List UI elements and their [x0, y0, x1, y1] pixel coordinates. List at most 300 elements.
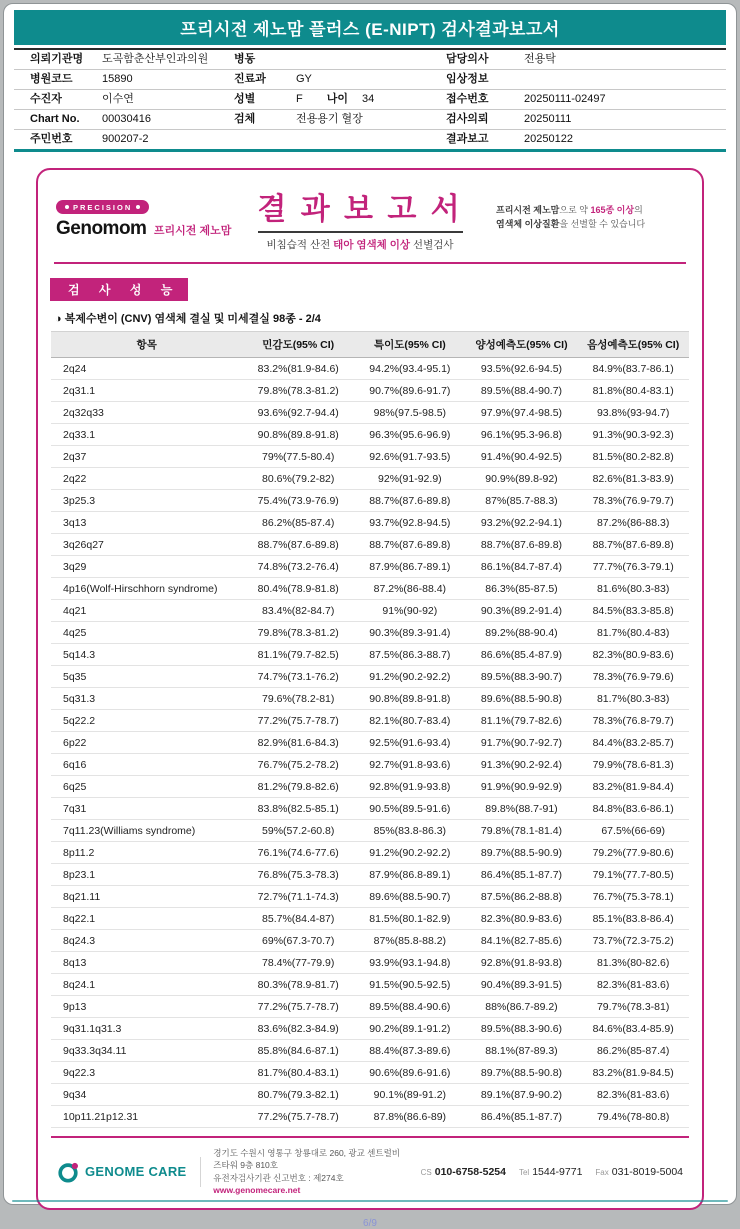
patient-info-row: [14, 110, 726, 130]
field-label: 임상정보: [446, 73, 489, 85]
value-cell: 91.9%(90.9-92.9): [466, 776, 578, 798]
value-cell: 89.6%(88.5-90.8): [466, 688, 578, 710]
value-cell: 89.2%(88-90.4): [466, 622, 578, 644]
value-cell: 93.6%(92.7-94.4): [242, 402, 354, 424]
page-title: 프리시전 제노맘 플러스 (E-NIPT) 검사결과보고서: [180, 20, 560, 39]
value-cell: 79.8%(78.1-81.4): [466, 820, 578, 842]
value-cell: 92.7%(91.8-93.6): [354, 754, 466, 776]
table-row: [51, 534, 689, 556]
value-cell: 90.3%(89.2-91.4): [466, 600, 578, 622]
value-cell: 89.5%(88.4-90.6): [354, 996, 466, 1018]
value-cell: 87.5%(86.2-88.8): [466, 886, 578, 908]
footer-divider: [200, 1157, 201, 1187]
value-cell: 89.7%(88.5-90.9): [466, 842, 578, 864]
item-cell: 2q37: [51, 446, 242, 468]
value-cell: 82.3%(81-83.6): [577, 1084, 689, 1106]
value-cell: 80.4%(78.9-81.8): [242, 578, 354, 600]
value-cell: 87.8%(86.6-89): [354, 1106, 466, 1128]
item-cell: 2q31.1: [51, 380, 242, 402]
value-cell: 81.7%(80.3-83): [577, 688, 689, 710]
item-cell: 5q14.3: [51, 644, 242, 666]
value-cell: 83.8%(82.5-85.1): [242, 798, 354, 820]
precision-badge: [56, 200, 149, 214]
value-cell: 86.4%(85.1-87.7): [466, 1106, 578, 1128]
value-cell: 89.8%(88.7-91): [466, 798, 578, 820]
item-cell: 6q25: [51, 776, 242, 798]
value-cell: 91.2%(90.2-92.2): [354, 842, 466, 864]
table-row: [51, 424, 689, 446]
field-label: 검체: [234, 113, 256, 125]
value-cell: 80.3%(78.9-81.7): [242, 974, 354, 996]
value-cell: 79.8%(78.3-81.2): [242, 622, 354, 644]
value-cell: 90.4%(89.3-91.5): [466, 974, 578, 996]
field-value: 900207-2: [102, 133, 149, 145]
item-cell: 3p25.3: [51, 490, 242, 512]
item-cell: 8p11.2: [51, 842, 242, 864]
value-cell: 80.7%(79.3-82.1): [242, 1084, 354, 1106]
page-number: 6/9: [363, 1218, 377, 1229]
note-text: 을 선별할 수 있습니다: [559, 219, 646, 229]
table-row: [51, 886, 689, 908]
field-value: 전용탁: [524, 53, 556, 65]
item-cell: 2q32q33: [51, 402, 242, 424]
item-cell: 9q22.3: [51, 1062, 242, 1084]
value-cell: 82.9%(81.6-84.3): [242, 732, 354, 754]
value-cell: 91.5%(90.5-92.5): [354, 974, 466, 996]
item-cell: 2q24: [51, 358, 242, 380]
value-cell: 85%(83.8-86.3): [354, 820, 466, 842]
value-cell: 78.3%(76.9-79.7): [577, 490, 689, 512]
value-cell: 79.9%(78.6-81.3): [577, 754, 689, 776]
field-label: 성별: [234, 93, 256, 105]
item-cell: 5q35: [51, 666, 242, 688]
table-row: [51, 446, 689, 468]
value-cell: 93.2%(92.2-94.1): [466, 512, 578, 534]
value-cell: 89.5%(88.3-90.7): [466, 666, 578, 688]
value-cell: 79.4%(78-80.8): [577, 1106, 689, 1128]
table-row: [51, 1084, 689, 1106]
value-cell: 91.7%(90.7-92.7): [466, 732, 578, 754]
report-title-banner: [14, 10, 726, 45]
field-value: 도곡함춘산부인과의원: [102, 53, 209, 65]
patient-info-row: [14, 130, 726, 152]
report-box-header: [38, 170, 702, 260]
value-cell: 73.7%(72.3-75.2): [577, 930, 689, 952]
header-divider: [54, 262, 686, 264]
field-label: 검사의뢰: [446, 113, 489, 125]
table-row: [51, 974, 689, 996]
value-cell: 76.1%(74.6-77.6): [242, 842, 354, 864]
table-row: [51, 512, 689, 534]
value-cell: 87.2%(86-88.3): [577, 512, 689, 534]
table-row: [51, 864, 689, 886]
field-value: 20250111-02497: [524, 93, 606, 105]
subtitle-highlight: 태아 염색체 이상: [333, 239, 411, 251]
cs-contact: [421, 1166, 506, 1178]
value-cell: 86.1%(84.7-87.4): [466, 556, 578, 578]
table-row: [51, 666, 689, 688]
value-cell: 77.7%(76.3-79.1): [577, 556, 689, 578]
value-cell: 79.1%(77.7-80.5): [577, 864, 689, 886]
value-cell: 89.7%(88.5-90.8): [466, 1062, 578, 1084]
value-cell: 90.1%(89-91.2): [354, 1084, 466, 1106]
value-cell: 87.9%(86.8-89.1): [354, 864, 466, 886]
value-cell: 90.7%(89.6-91.7): [354, 380, 466, 402]
value-cell: 91.4%(90.4-92.5): [466, 446, 578, 468]
value-cell: 83.4%(82-84.7): [242, 600, 354, 622]
value-cell: 90.5%(89.5-91.6): [354, 798, 466, 820]
tel-contact: [519, 1166, 582, 1178]
item-cell: 8q21.11: [51, 886, 242, 908]
cs-label: CS: [420, 1167, 432, 1177]
value-cell: 79.8%(78.3-81.2): [242, 380, 354, 402]
value-cell: 86.4%(85.1-87.7): [466, 864, 578, 886]
value-cell: 96.1%(95.3-96.8): [466, 424, 578, 446]
value-cell: 84.9%(83.7-86.1): [577, 358, 689, 380]
badge-dot-icon: [65, 205, 69, 209]
table-row: [51, 1018, 689, 1040]
value-cell: 83.6%(82.3-84.9): [242, 1018, 354, 1040]
item-cell: 7q31: [51, 798, 242, 820]
item-cell: 2q22: [51, 468, 242, 490]
patient-info-row: [14, 70, 726, 90]
value-cell: 90.8%(89.8-91.8): [242, 424, 354, 446]
patient-info-section: [14, 48, 726, 152]
value-cell: 72.7%(71.1-74.3): [242, 886, 354, 908]
value-cell: 78.3%(76.9-79.6): [577, 666, 689, 688]
value-cell: 81.5%(80.2-82.8): [577, 446, 689, 468]
value-cell: 93.5%(92.6-94.5): [466, 358, 578, 380]
value-cell: 89.5%(88.4-90.7): [466, 380, 578, 402]
value-cell: 88.7%(87.6-89.8): [466, 534, 578, 556]
address-line-2: 유전자검사기관 신고번호 : 제274호: [213, 1172, 344, 1183]
field-value: 34: [362, 93, 375, 105]
field-value: 이수연: [102, 93, 134, 105]
brand-name: Genomom: [56, 218, 147, 239]
column-header: 양성예측도(95% CI): [466, 332, 578, 358]
value-cell: 91.2%(90.2-92.2): [354, 666, 466, 688]
value-cell: 90.2%(89.1-91.2): [354, 1018, 466, 1040]
value-cell: 83.2%(81.9-84.6): [242, 358, 354, 380]
value-cell: 92.5%(91.6-93.4): [354, 732, 466, 754]
item-cell: 10p11.21p12.31: [51, 1106, 242, 1128]
value-cell: 85.1%(83.8-86.4): [577, 908, 689, 930]
item-cell: 8q13: [51, 952, 242, 974]
genomecare-logo-icon: [57, 1161, 79, 1183]
value-cell: 88%(86.7-89.2): [466, 996, 578, 1018]
value-cell: 94.2%(93.4-95.1): [354, 358, 466, 380]
table-row: [51, 952, 689, 974]
fax-number: 031-8019-5004: [611, 1165, 683, 1178]
genomom-logo: [56, 196, 232, 240]
fax-label: Fax: [595, 1167, 609, 1177]
item-cell: 3q13: [51, 512, 242, 534]
item-cell: 9q34: [51, 1084, 242, 1106]
field-value: 20250111: [524, 113, 572, 125]
fax-contact: [595, 1166, 683, 1178]
column-header: 음성예측도(95% CI): [577, 332, 689, 358]
value-cell: 91%(90-92): [354, 600, 466, 622]
value-cell: 88.7%(87.6-89.8): [354, 534, 466, 556]
precision-badge-label: PRECISION: [73, 202, 133, 212]
value-cell: 91.3%(90.3-92.3): [577, 424, 689, 446]
brand-subtitle: 프리시전 제노맘: [153, 225, 232, 237]
table-row: [51, 1106, 689, 1128]
report-title-block: [224, 184, 496, 252]
value-cell: 92.8%(91.8-93.8): [466, 952, 578, 974]
table-row: [51, 842, 689, 864]
value-cell: 85.7%(84.4-87): [242, 908, 354, 930]
value-cell: 77.2%(75.7-78.7): [242, 1106, 354, 1128]
report-page: [3, 3, 737, 1229]
value-cell: 77.2%(75.7-78.7): [242, 996, 354, 1018]
report-title: 결 과 보 고 서: [257, 193, 463, 226]
page-bottom-rule: [12, 1200, 728, 1202]
field-value: GY: [296, 73, 312, 85]
value-cell: 79.7%(78.3-81): [577, 996, 689, 1018]
item-cell: 5q22.2: [51, 710, 242, 732]
table-row: [51, 710, 689, 732]
result-report-box: [36, 168, 704, 1210]
value-cell: 86.3%(85-87.5): [466, 578, 578, 600]
table-row: [51, 688, 689, 710]
item-cell: 5q31.3: [51, 688, 242, 710]
value-cell: 83.2%(81.9-84.5): [577, 1062, 689, 1084]
table-row: [51, 996, 689, 1018]
field-value: 00030416: [102, 113, 151, 125]
item-cell: 8q22.1: [51, 908, 242, 930]
table-row: [51, 578, 689, 600]
table-row: [51, 380, 689, 402]
table-row: [51, 754, 689, 776]
value-cell: 75.4%(73.9-76.9): [242, 490, 354, 512]
value-cell: 84.4%(83.2-85.7): [577, 732, 689, 754]
field-value: 20250122: [524, 133, 573, 145]
field-label: 의뢰기관명: [30, 53, 84, 65]
value-cell: 81.7%(80.4-83.1): [242, 1062, 354, 1084]
value-cell: 81.7%(80.4-83): [577, 622, 689, 644]
table-row: [51, 468, 689, 490]
note-text: 의: [634, 205, 643, 216]
table-row: [51, 776, 689, 798]
item-cell: 9q33.3q34.11: [51, 1040, 242, 1062]
value-cell: 88.7%(87.6-89.8): [242, 534, 354, 556]
table-row: [51, 490, 689, 512]
value-cell: 76.7%(75.3-78.1): [577, 886, 689, 908]
value-cell: 88.1%(87-89.3): [466, 1040, 578, 1062]
value-cell: 89.5%(88.3-90.6): [466, 1018, 578, 1040]
value-cell: 74.7%(73.1-76.2): [242, 666, 354, 688]
item-cell: 9p13: [51, 996, 242, 1018]
field-label: 주민번호: [30, 133, 73, 145]
table-row: [51, 1040, 689, 1062]
field-label: 병원코드: [30, 73, 73, 85]
item-cell: 6q16: [51, 754, 242, 776]
value-cell: 87.2%(86-88.4): [354, 578, 466, 600]
value-cell: 84.8%(83.6-86.1): [577, 798, 689, 820]
field-label: 수진자: [30, 93, 62, 105]
value-cell: 74.8%(73.2-76.4): [242, 556, 354, 578]
item-cell: 3q26q27: [51, 534, 242, 556]
report-subtitle: [224, 237, 496, 252]
value-cell: 83.2%(81.9-84.4): [577, 776, 689, 798]
footer-contacts: [421, 1166, 683, 1178]
value-cell: 84.5%(83.3-85.8): [577, 600, 689, 622]
item-cell: 4q25: [51, 622, 242, 644]
section-title: 검 사 성 능: [50, 278, 188, 301]
subtitle-text: 비침습적 산전: [266, 239, 334, 251]
value-cell: 84.6%(83.4-85.9): [577, 1018, 689, 1040]
item-cell: 8p23.1: [51, 864, 242, 886]
genomecare-logo: [57, 1161, 187, 1183]
table-row: [51, 622, 689, 644]
field-label: 병동: [234, 53, 256, 65]
table-row: [51, 732, 689, 754]
value-cell: 92%(91-92.9): [354, 468, 466, 490]
value-cell: 90.9%(89.8-92): [466, 468, 578, 490]
value-cell: 86.6%(85.4-87.9): [466, 644, 578, 666]
table-row: [51, 358, 689, 380]
value-cell: 87%(85.8-88.2): [354, 930, 466, 952]
value-cell: 59%(57.2-60.8): [242, 820, 354, 842]
footer-address: [213, 1147, 407, 1196]
table-row: [51, 908, 689, 930]
item-cell: 9q31.1q31.3: [51, 1018, 242, 1040]
column-header: 특이도(95% CI): [354, 332, 466, 358]
value-cell: 92.8%(91.9-93.8): [354, 776, 466, 798]
value-cell: 81.5%(80.1-82.9): [354, 908, 466, 930]
value-cell: 80.6%(79.2-82): [242, 468, 354, 490]
value-cell: 88.7%(87.6-89.8): [354, 490, 466, 512]
column-header: 항목: [51, 332, 242, 358]
value-cell: 82.3%(81-83.6): [577, 974, 689, 996]
note-text: 으로 약: [559, 205, 591, 216]
table-row: [51, 1062, 689, 1084]
value-cell: 85.8%(84.6-87.1): [242, 1040, 354, 1062]
value-cell: 93.8%(93-94.7): [577, 402, 689, 424]
item-cell: 3q29: [51, 556, 242, 578]
value-cell: 98%(97.5-98.5): [354, 402, 466, 424]
value-cell: 91.3%(90.2-92.4): [466, 754, 578, 776]
value-cell: 82.3%(80.9-83.6): [466, 908, 578, 930]
value-cell: 93.9%(93.1-94.8): [354, 952, 466, 974]
table-row: [51, 644, 689, 666]
value-cell: 93.7%(92.8-94.5): [354, 512, 466, 534]
value-cell: 81.2%(79.8-82.6): [242, 776, 354, 798]
table-header-row: [51, 332, 689, 358]
table-row: [51, 930, 689, 952]
patient-info-row: [14, 50, 726, 70]
tel-number: 1544-9771: [532, 1165, 583, 1178]
value-cell: 79.6%(78.2-81): [242, 688, 354, 710]
value-cell: 81.8%(80.4-83.1): [577, 380, 689, 402]
value-cell: 81.6%(80.3-83): [577, 578, 689, 600]
value-cell: 82.3%(80.9-83.6): [577, 644, 689, 666]
value-cell: 90.6%(89.6-91.6): [354, 1062, 466, 1084]
value-cell: 96.3%(95.6-96.9): [354, 424, 466, 446]
value-cell: 92.6%(91.7-93.5): [354, 446, 466, 468]
value-cell: 87.9%(86.7-89.1): [354, 556, 466, 578]
title-underline: [258, 231, 463, 233]
header-note: [496, 204, 684, 232]
value-cell: 67.5%(66-69): [577, 820, 689, 842]
value-cell: 77.2%(75.7-78.7): [242, 710, 354, 732]
item-cell: 6p22: [51, 732, 242, 754]
tel-label: Tel: [518, 1167, 530, 1177]
value-cell: 97.9%(97.4-98.5): [466, 402, 578, 424]
value-cell: 90.8%(89.8-91.8): [354, 688, 466, 710]
value-cell: 88.7%(87.6-89.8): [577, 534, 689, 556]
field-label: 결과보고: [446, 133, 489, 145]
report-footer: [51, 1136, 689, 1208]
value-cell: 79.2%(77.9-80.6): [577, 842, 689, 864]
performance-table: [51, 331, 689, 1128]
patient-info-row: [14, 90, 726, 110]
table-row: [51, 820, 689, 842]
value-cell: 78.4%(77-79.9): [242, 952, 354, 974]
field-label: 접수번호: [446, 93, 489, 105]
badge-dot-icon: [136, 205, 140, 209]
field-label: 담당의사: [446, 53, 489, 65]
item-cell: 7q11.23(Williams syndrome): [51, 820, 242, 842]
item-cell: 2q33.1: [51, 424, 242, 446]
field-value: 15890: [102, 73, 133, 85]
item-cell: 8q24.1: [51, 974, 242, 996]
value-cell: 82.6%(81.3-83.9): [577, 468, 689, 490]
value-cell: 89.6%(88.5-90.7): [354, 886, 466, 908]
value-cell: 87%(85.7-88.3): [466, 490, 578, 512]
note-text: 프리시전 제노맘: [496, 205, 560, 216]
value-cell: 76.7%(75.2-78.2): [242, 754, 354, 776]
note-text: 염색체 이상질환: [496, 219, 560, 229]
table-row: [51, 600, 689, 622]
website-text: www.genomecare.net: [213, 1184, 301, 1195]
subtitle-text: 선별검사: [410, 239, 454, 251]
value-cell: 90.3%(89.3-91.4): [354, 622, 466, 644]
table-row: [51, 798, 689, 820]
table-row: [51, 402, 689, 424]
note-highlight: 165종 이상: [590, 205, 635, 216]
value-cell: 81.3%(80-82.6): [577, 952, 689, 974]
genomecare-logo-text: GENOME CARE: [85, 1164, 187, 1180]
field-label: 나이: [326, 93, 348, 105]
column-header: 민감도(95% CI): [242, 332, 354, 358]
field-label: Chart No.: [30, 113, 80, 125]
table-row: [51, 556, 689, 578]
brand-line: [56, 218, 232, 240]
value-cell: 86.2%(85-87.4): [242, 512, 354, 534]
value-cell: 76.8%(75.3-78.3): [242, 864, 354, 886]
value-cell: 79%(77.5-80.4): [242, 446, 354, 468]
section-subtitle: ◑ 복제수변이 (CNV) 염색체 결실 및 미세결실 98종 - 2/4: [55, 313, 321, 325]
value-cell: 69%(67.3-70.7): [242, 930, 354, 952]
item-cell: 4q21: [51, 600, 242, 622]
address-line-1: 경기도 수원시 영통구 창룡대로 260, 광교 센트럴비즈타워 9층 810호: [213, 1148, 401, 1171]
value-cell: 81.1%(79.7-82.5): [242, 644, 354, 666]
value-cell: 78.3%(76.8-79.7): [577, 710, 689, 732]
cs-number: 010-6758-5254: [434, 1165, 506, 1178]
value-cell: 86.2%(85-87.4): [577, 1040, 689, 1062]
performance-table-body: [51, 358, 689, 1128]
field-label: 진료과: [234, 73, 266, 85]
value-cell: 87.5%(86.3-88.7): [354, 644, 466, 666]
value-cell: 81.1%(79.7-82.6): [466, 710, 578, 732]
field-value: 전용용기 혈장: [296, 113, 363, 125]
item-cell: 4p16(Wolf-Hirschhorn syndrome): [51, 578, 242, 600]
value-cell: 88.4%(87.3-89.6): [354, 1040, 466, 1062]
value-cell: 84.1%(82.7-85.6): [466, 930, 578, 952]
field-value: F 나이 34: [296, 93, 375, 105]
